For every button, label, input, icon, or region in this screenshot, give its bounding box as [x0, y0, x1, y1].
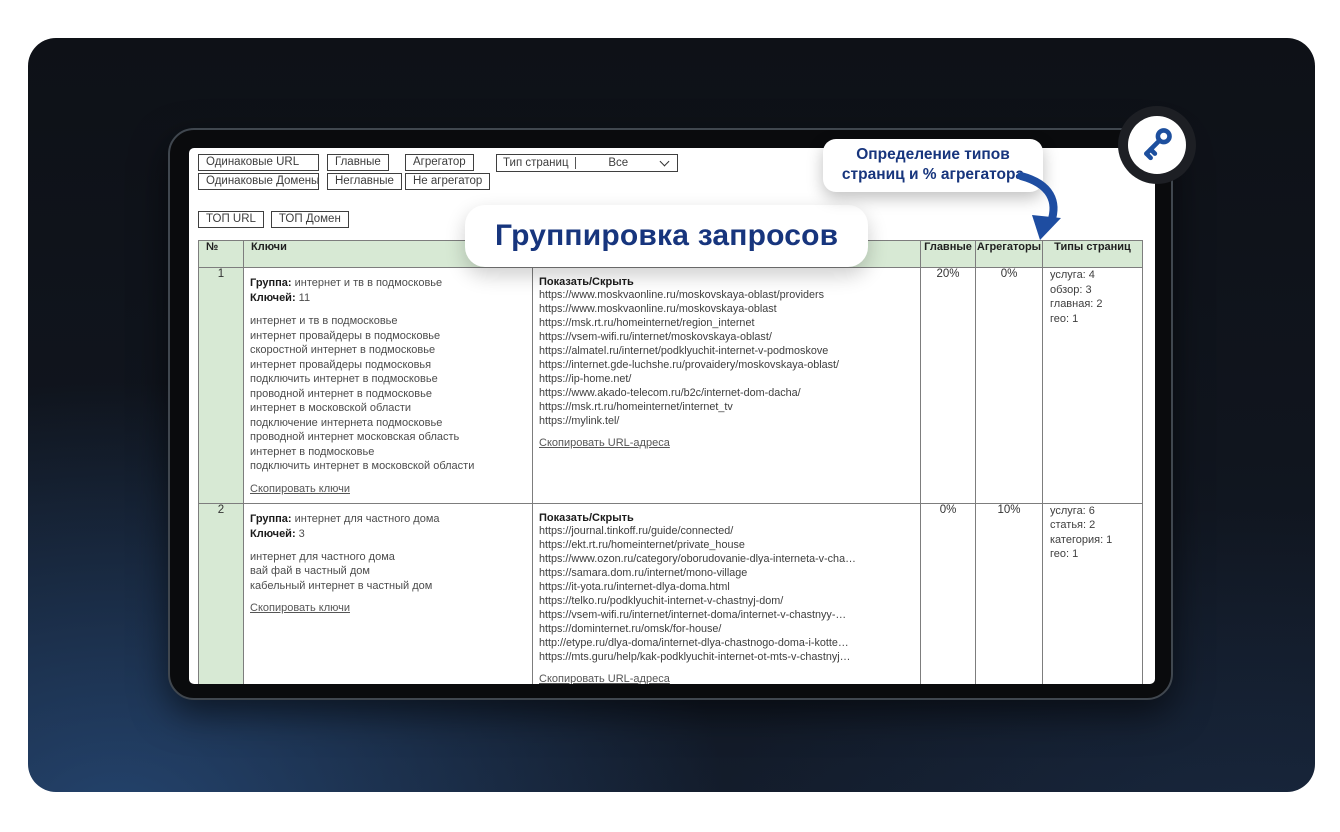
page-type-line: статья: 2 — [1050, 519, 1096, 531]
url-line: https://vsem-wifi.ru/internet/internet-doma/internet-v-chastnyy-… — [539, 608, 847, 621]
header-keys: Ключи — [244, 241, 533, 268]
page-type-selected-value: Все — [608, 157, 629, 169]
aggregator-button[interactable]: Агрегатор — [405, 154, 474, 171]
url-line: https://dominternet.ru/omsk/for-house/ — [539, 622, 722, 635]
url-line: https://www.ozon.ru/category/oborudovanie-dlya-interneta-v-cha… — [539, 552, 856, 565]
keyword-line: подключить интернет в подмосковье — [250, 373, 438, 385]
callout-bubble — [823, 139, 1043, 192]
keyword-line: проводной интернет в подмосковье — [250, 387, 432, 400]
url-line: https://almatel.ru/internet/podklyuchit-internet-v-podmoskove — [539, 345, 829, 357]
callout-line-2: страниц и % агрегатора — [841, 166, 1025, 183]
main-percent: 20% — [921, 268, 976, 504]
table-row — [199, 503, 1143, 684]
curved-arrow-icon — [1013, 170, 1073, 250]
aggregator-percent: 10% — [976, 503, 1043, 684]
key-icon — [1136, 124, 1178, 166]
main-percent: 0% — [921, 503, 976, 684]
page-type-line: услуга: 6 — [1050, 504, 1095, 517]
keyword-line: интернет и тв в подмосковье — [250, 315, 398, 327]
url-line: https://www.moskvaonline.ru/moskovskaya-oblast — [539, 303, 777, 315]
group-value: интернет и тв в подмосковье — [294, 277, 443, 289]
page-type-line: обзор: 3 — [1050, 283, 1092, 296]
url-line: https://msk.rt.ru/homeinternet/region_internet — [539, 317, 755, 329]
keyword-groups-table — [198, 240, 1143, 684]
keys-count-label: Ключей: — [250, 527, 296, 540]
callout-line-1: Определение типов — [856, 146, 1010, 163]
key-badge-inner — [1128, 116, 1186, 174]
page-type-line: категория: 1 — [1050, 533, 1113, 546]
keys-cell — [244, 503, 533, 684]
keyword-line: проводной интернет московская область — [250, 431, 460, 443]
url-line: https://mts.guru/help/kak-podklyuchit-internet-ot-mts-v-chastnyj… — [539, 650, 851, 663]
page-type-line: главная: 2 — [1050, 298, 1103, 310]
url-line: https://www.moskvaonline.ru/moskovskaya-oblast/providers — [539, 289, 825, 301]
group-label: Группа: — [250, 512, 292, 525]
url-line: https://mylink.tel/ — [539, 415, 620, 427]
urls-cell — [533, 268, 921, 504]
grouping-title: Группировка запросов — [495, 219, 839, 252]
show-hide-toggle[interactable]: Показать/Скрыть — [539, 511, 634, 524]
grouping-title-badge — [465, 205, 868, 267]
header-aggregators: Агрегаторы — [976, 241, 1043, 268]
page-type-line: гео: 1 — [1050, 548, 1079, 560]
url-line: http://etype.ru/dlya-doma/internet-dlya-chastnogo-doma-i-kotte… — [539, 636, 849, 649]
dark-backdrop — [28, 38, 1315, 792]
urls-cell — [533, 503, 921, 684]
top-domain-button[interactable]: ТОП Домен — [271, 211, 349, 228]
copy-urls-link[interactable]: Скопировать URL-адреса — [539, 437, 670, 449]
keyword-line: скоростной интернет в подмосковье — [250, 344, 436, 356]
url-line: https://www.akado-telecom.ru/b2c/internet-dom-dacha/ — [539, 387, 801, 399]
header-page-types: Типы страниц — [1043, 241, 1143, 268]
page-types-cell — [1043, 268, 1143, 504]
page-type-select[interactable] — [496, 154, 678, 172]
group-value: интернет для частного дома — [294, 512, 440, 525]
page-type-label: Тип страниц — [503, 157, 569, 169]
main-button[interactable]: Главные — [327, 154, 389, 171]
chevron-down-icon — [660, 157, 670, 167]
header-main: Главные — [921, 241, 976, 268]
show-hide-toggle[interactable]: Показать/Скрыть — [539, 276, 634, 288]
header-num: № — [199, 241, 244, 268]
top-buttons — [198, 211, 349, 228]
row-number: 2 — [199, 503, 244, 684]
aggregator-percent: 0% — [976, 268, 1043, 504]
keyword-line: интернет провайдеры в подмосковье — [250, 329, 441, 342]
keyword-line: подключение интернета подмосковье — [250, 416, 443, 429]
keyword-list — [250, 314, 526, 474]
keys-count-value: 11 — [298, 292, 311, 304]
keys-cell — [244, 268, 533, 504]
url-line: https://msk.rt.ru/homeinternet/internet_tv — [539, 401, 733, 413]
table-row — [199, 268, 1143, 504]
keyword-line: кабельный интернет в частный дом — [250, 579, 433, 592]
copy-keys-link[interactable]: Скопировать ключи — [250, 602, 350, 614]
keyword-line: вай фай в частный дом — [250, 565, 370, 577]
keys-count-label: Ключей: — [250, 292, 296, 304]
group-label: Группа: — [250, 277, 292, 289]
same-url-button[interactable]: Одинаковые URL — [198, 154, 319, 171]
page-types-cell — [1043, 503, 1143, 684]
keyword-line: интернет провайдеры подмосковья — [250, 358, 432, 371]
keyword-line: интернет для частного дома — [250, 550, 395, 563]
url-line: https://ip-home.net/ — [539, 373, 632, 385]
keyword-line: интернет в московской области — [250, 402, 412, 414]
filter-bar — [198, 154, 678, 190]
url-line: https://it-yota.ru/internet-dlya-doma.html — [539, 580, 730, 593]
url-line: https://samara.dom.ru/internet/mono-village — [539, 566, 748, 579]
url-line: https://ekt.rt.ru/homeinternet/private_house — [539, 538, 745, 551]
not-aggregator-button[interactable]: Не агрегатор — [405, 173, 490, 190]
keyword-line: подключить интернет в московской области — [250, 460, 475, 472]
url-line: https://vsem-wifi.ru/internet/moskovskaya-oblast/ — [539, 331, 772, 343]
page-type-line: гео: 1 — [1050, 312, 1079, 325]
copy-keys-link[interactable]: Скопировать ключи — [250, 482, 350, 495]
url-line: https://journal.tinkoff.ru/guide/connected/ — [539, 524, 734, 537]
keyword-list — [250, 550, 526, 594]
url-list — [539, 288, 914, 428]
url-line: https://telko.ru/podklyuchit-internet-v-chastnyj-dom/ — [539, 594, 784, 607]
url-list — [539, 524, 914, 664]
keyword-line: интернет в подмосковье — [250, 445, 375, 458]
row-number: 1 — [199, 268, 244, 504]
keys-count-value: 3 — [298, 527, 305, 540]
key-badge — [1118, 106, 1196, 184]
same-domains-button[interactable]: Одинаковые Домены — [198, 173, 319, 190]
url-line: https://internet.gde-luchshe.ru/provaidery/moskovskaya-oblast/ — [539, 359, 840, 371]
page-type-line: услуга: 4 — [1050, 269, 1095, 281]
top-url-button[interactable]: ТОП URL — [198, 211, 264, 228]
copy-urls-link[interactable]: Скопировать URL-адреса — [539, 672, 670, 684]
not-main-button[interactable]: Неглавные — [327, 173, 402, 190]
